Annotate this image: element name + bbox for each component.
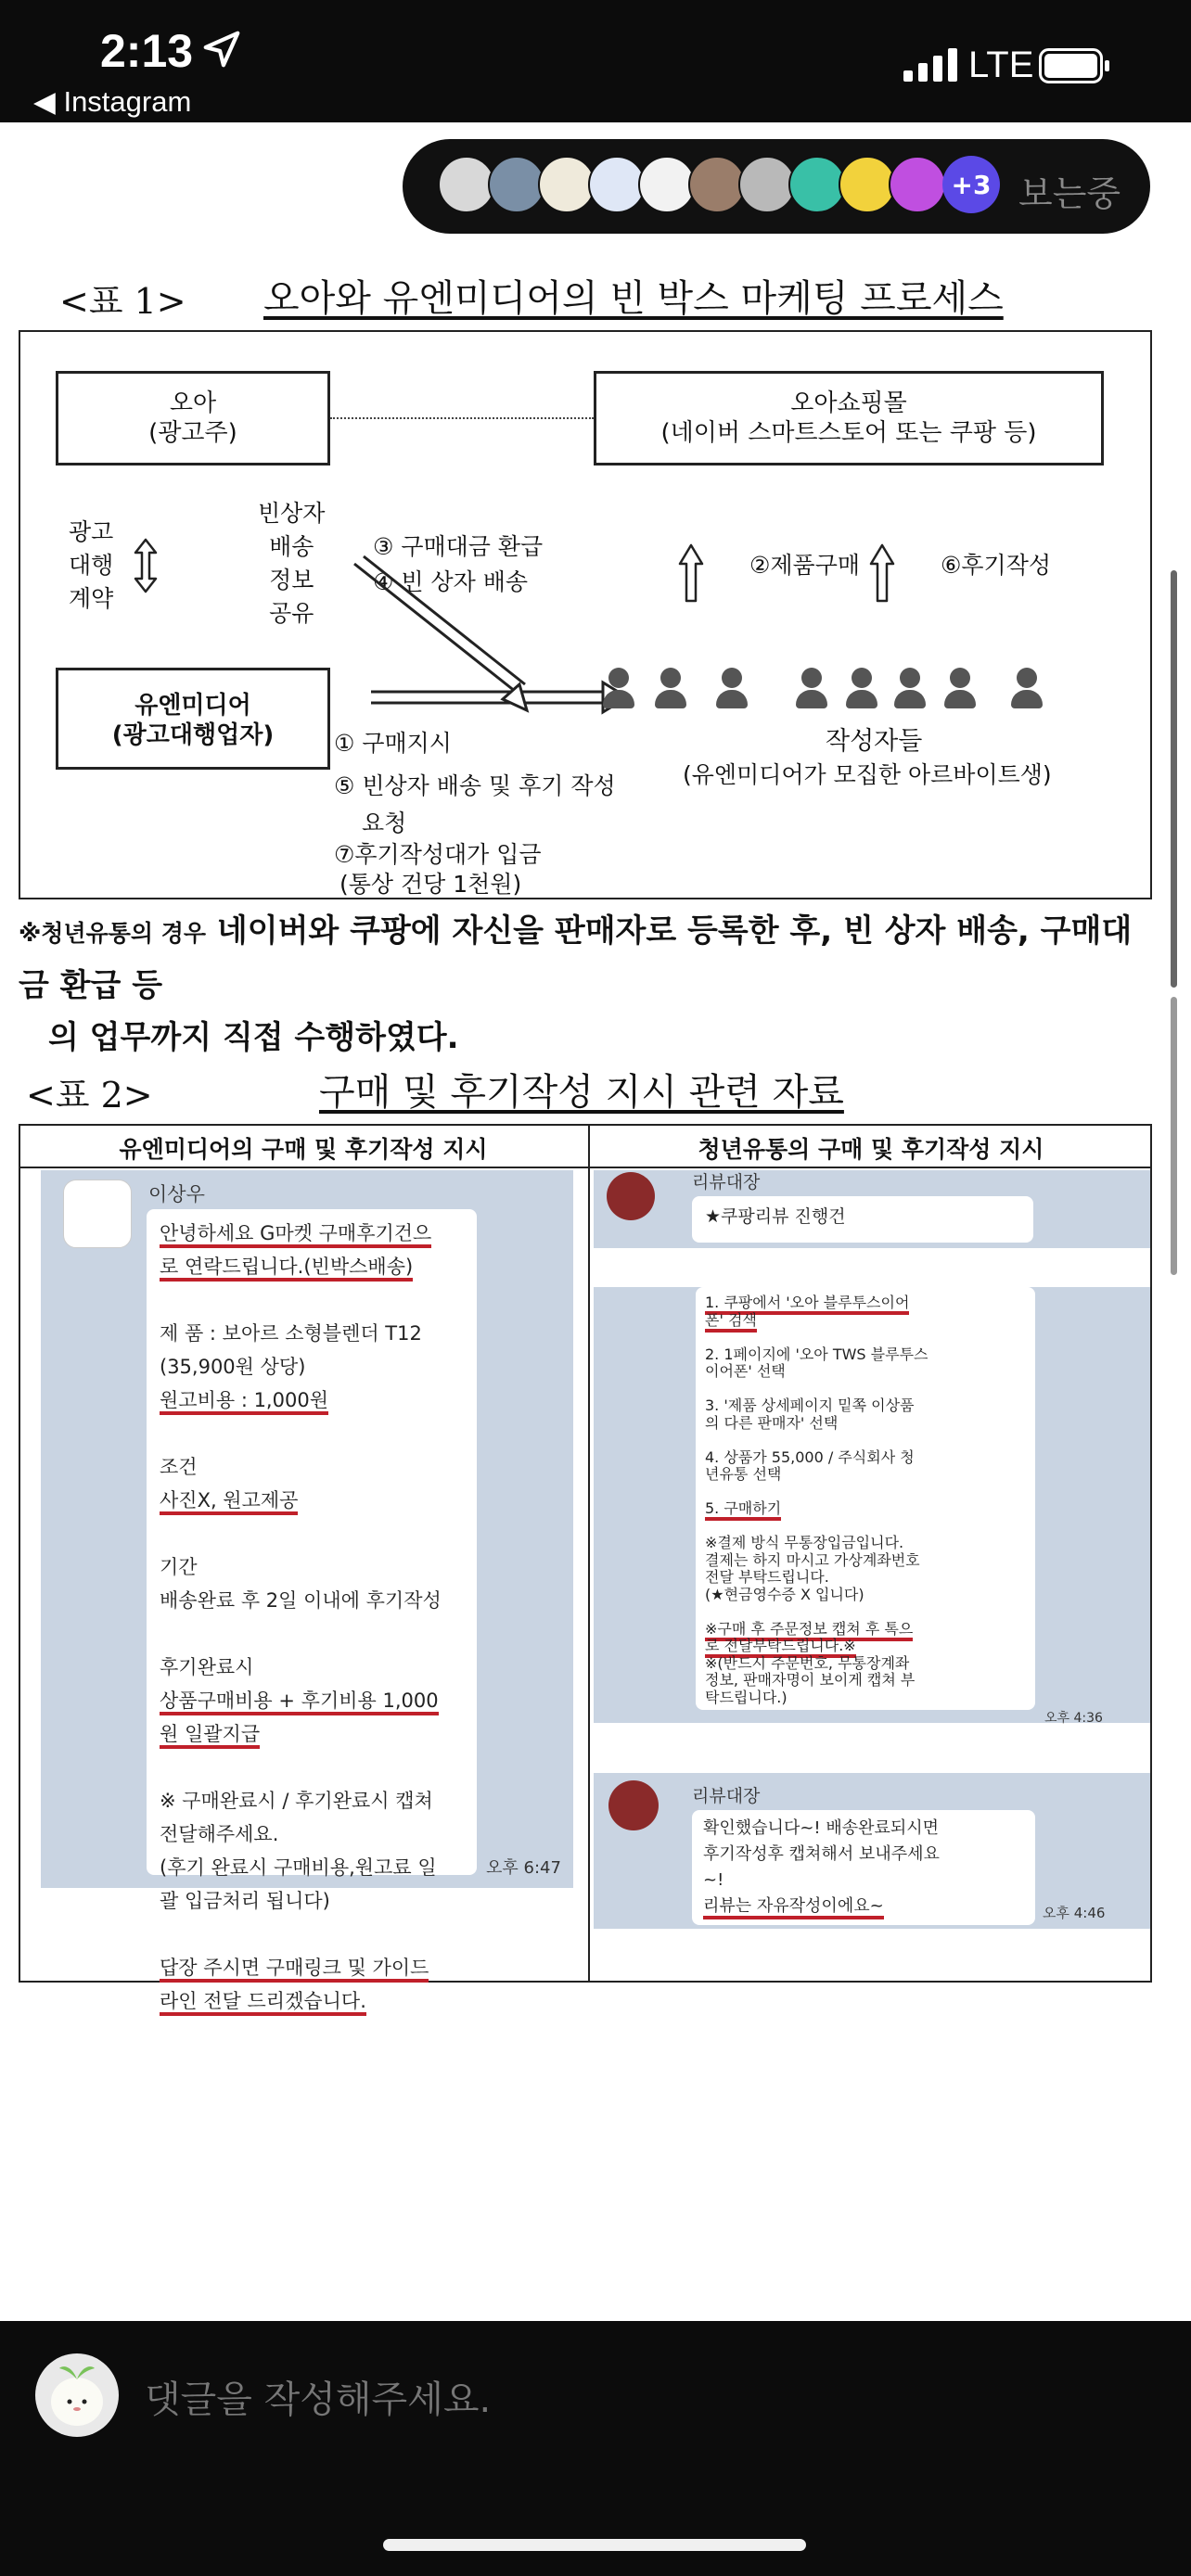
viewer-avatar[interactable] [839,156,896,213]
right-chat-3-bubble [692,1810,1035,1925]
right-chat-3-time: 오후 4:46 [1043,1905,1106,1921]
chat-line: 5. 구매하기 [705,1500,1026,1518]
chat-line: 원고비용 : 1,000원 [160,1384,464,1417]
up-arrow-icon [677,543,705,605]
chat-line [160,1617,464,1651]
note-line1: 네이버와 쿠팡에 자신을 판매자로 등록한 후, 빈 상자 배송, 구매대금 환급 등 [19,912,1133,1004]
step2-label: ②제품구매 [749,552,861,579]
sprout-avatar-icon [35,2353,119,2437]
contract-label: 광고 대행 계약 [69,518,114,612]
chat-line: (후기 완료시 구매비용,원고료 일 [160,1856,437,1879]
chat-line: 이어폰' 선택 [705,1362,786,1380]
agency-role: (광고대행업자) [111,721,275,749]
cellular-signal-icon [903,48,961,82]
chat-line: 폰' 검색 [705,1312,1026,1330]
watching-label: 보는중 [1018,173,1121,214]
chat-line [160,1283,464,1317]
chat-line: 전달해주세요. [160,1823,279,1845]
step3-label: ③ 구매대금 환급 [373,533,544,560]
chat-line: 제 품 : 보아르 소형블렌더 T12 [160,1322,422,1345]
chat-line: 후기작성후 캡쳐해서 보내주세요 [703,1844,940,1864]
chat-line: 원 일괄지급 [160,1717,464,1751]
shop-node [594,371,1104,465]
chat-line: 1. 쿠팡에서 '오아 블루투스이어 [705,1294,1026,1312]
step7-label: ⑦후기작성대가 입금 [334,841,542,868]
chat-line: 년유통 선택 [705,1465,782,1483]
double-arrow-icon [132,538,160,593]
header-divider [19,1167,1152,1168]
more-viewers-badge[interactable]: +3 [942,156,1000,213]
chat-line: 의 다른 판매자' 선택 [705,1413,839,1432]
chat-line: 상품구매비용 + 후기비용 1,000 [160,1684,464,1717]
chat-line: 결제는 하지 마시고 가상계좌번호 [705,1550,920,1569]
chat-line: ※구매 후 주문정보 캡쳐 후 톡으 [705,1621,1026,1639]
viewer-avatar[interactable] [638,156,696,213]
table2-title: 구매 및 후기작성 지시 관련 자료 [319,1071,844,1114]
viewer-avatar[interactable] [588,156,646,213]
right-chat-1-bubble: ★쿠팡리뷰 진행건 [692,1196,1033,1243]
live-viewers-bar[interactable] [403,139,1150,234]
shop-name: 오아쇼핑몰 [790,389,907,417]
chat-line: 조건 [160,1456,198,1478]
advertiser-role: (광고주) [148,419,237,447]
chat-line [705,1381,1026,1398]
home-indicator[interactable] [383,2539,806,2551]
step5-label: ⑤ 빈상자 배송 및 후기 작성 [334,772,616,799]
table1-caption: <표 1> [59,281,186,322]
shop-note: (네이버 스마트스토어 또는 쿠팡 등) [660,419,1037,447]
chat-line: 정보, 판매자명이 보이게 캡쳐 부 [705,1671,916,1689]
chat-line [160,1918,464,1951]
scrollbar-thumb[interactable] [1171,570,1177,988]
right-sender-name: 리뷰대장 [692,1172,761,1192]
note-paragraph [19,905,1159,1064]
step7-note: (통상 건당 1천원) [339,871,522,898]
chat-line [705,1484,1026,1501]
status-time: 2:13 [100,25,194,77]
right-chat-2-time: 오후 4:36 [1044,1711,1103,1726]
viewer-avatar[interactable] [738,156,796,213]
chat-line: 안녕하세요 G마켓 구매후기건으 [160,1217,464,1250]
chat-line [705,1432,1026,1449]
chat-line: ※ 구매완료시 / 후기완료시 캡쳐 [160,1790,433,1812]
chat-line: 로 전달부탁드립니다.※ [705,1638,1026,1655]
viewer-avatar[interactable] [438,156,495,213]
chat-line: 4. 상품가 55,000 / 주식회사 청 [705,1447,915,1466]
chat-line: ※(반드시 주문번호, 무통장계좌 [705,1653,910,1672]
writers-group [603,668,1048,714]
flow-arrows [334,553,631,720]
column-header-left: 유엔미디어의 구매 및 후기작성 지시 [119,1136,488,1163]
comment-input[interactable]: 댓글을 작성해주세요. [145,2378,492,2421]
chat-line: ~! [703,1870,724,1890]
chat-line: 로 연락드립니다.(빈박스배송) [160,1250,464,1283]
chat-line: 후기완료시 [160,1656,254,1678]
table2-caption: <표 2> [26,1075,153,1116]
agency-name: 유엔미디어 [134,692,251,720]
scrollbar-track[interactable] [1171,997,1177,1275]
chat-line: ※결제 방식 무통장입금입니다. [705,1534,904,1551]
step6-label: ⑥후기작성 [941,552,1052,579]
comment-bar [0,2321,1191,2576]
chat-line: 탁드립니다.) [705,1688,788,1706]
left-chat-time: 오후 6:47 [486,1858,561,1878]
viewer-avatar[interactable] [538,156,596,213]
sender-avatar [63,1180,132,1248]
chat-line: (★현금영수증 X 입니다) [705,1585,864,1603]
chat-line: 리뷰는 자유작성이에요~ [703,1894,1024,1919]
chat-line: 2. 1페이지에 '오아 TWS 블루투스 [705,1345,928,1363]
column-header-right: 청년유통의 구매 및 후기작성 지시 [698,1136,1044,1163]
viewer-avatar[interactable] [788,156,846,213]
writers-note: (유엔미디어가 모집한 아르바이트생) [683,761,1052,788]
chat-line: 괄 입금처리 됩니다) [160,1890,330,1912]
step1-label: ① 구매지시 [334,730,452,757]
advertiser-name: 오아 [169,389,217,417]
viewer-avatar[interactable] [889,156,946,213]
writers-label: 작성자들 [826,727,923,756]
right-chat-2-bubble [696,1287,1035,1710]
user-avatar[interactable] [35,2353,119,2437]
chat-line: 확인했습니다~! 배송완료되시면 [703,1818,940,1838]
link-line [330,417,594,419]
left-chat-bubble [147,1209,477,2012]
chat-line [160,1417,464,1450]
battery-icon [1039,48,1111,83]
chat-line: 기간 [160,1556,198,1578]
chat-line [705,1603,1026,1621]
chat-line [160,1751,464,1784]
chat-line: (35,900원 상당) [160,1356,306,1378]
back-to-instagram-link[interactable]: ◀ Instagram [33,85,192,118]
column-divider [588,1124,590,1983]
review-leader-avatar [607,1172,655,1220]
network-type: LTE [968,45,1034,85]
agency-node [56,668,330,770]
chat-line: 전달 부탁드립니다. [705,1568,829,1586]
chat-line: 배송완료 후 2일 이내에 후기작성 [160,1589,442,1612]
chat-line: 답장 주시면 구매링크 및 가이드 [160,1951,464,1984]
right-sender-name-2: 리뷰대장 [692,1786,761,1806]
location-arrow-icon [200,28,243,70]
up-arrow-icon [868,543,896,605]
chat-line: 3. '제품 상세페이지 밑쪽 이상품 [705,1396,915,1414]
step4-label: ④ 빈 상자 배송 [373,568,529,595]
viewer-avatar[interactable] [488,156,545,213]
advertiser-node [56,371,330,465]
table1-title: 오아와 유엔미디어의 빈 박스 마케팅 프로세스 [263,277,1004,320]
chat-line [160,1517,464,1550]
note-line2: 의 업무까지 직접 수행하였다. [48,1019,459,1056]
step5-label-cont: 요청 [362,810,407,836]
share-info-label: 빈상자 배송 정보 공유 [258,500,326,627]
review-leader-avatar [608,1780,659,1830]
left-sender-name: 이상우 [148,1183,205,1205]
chat-line: 라인 전달 드리겠습니다. [160,1984,464,2018]
chat-line: 사진X, 원고제공 [160,1484,464,1517]
viewer-avatar[interactable] [688,156,746,213]
note-prefix: ※청년유통의 경우 [19,920,207,947]
